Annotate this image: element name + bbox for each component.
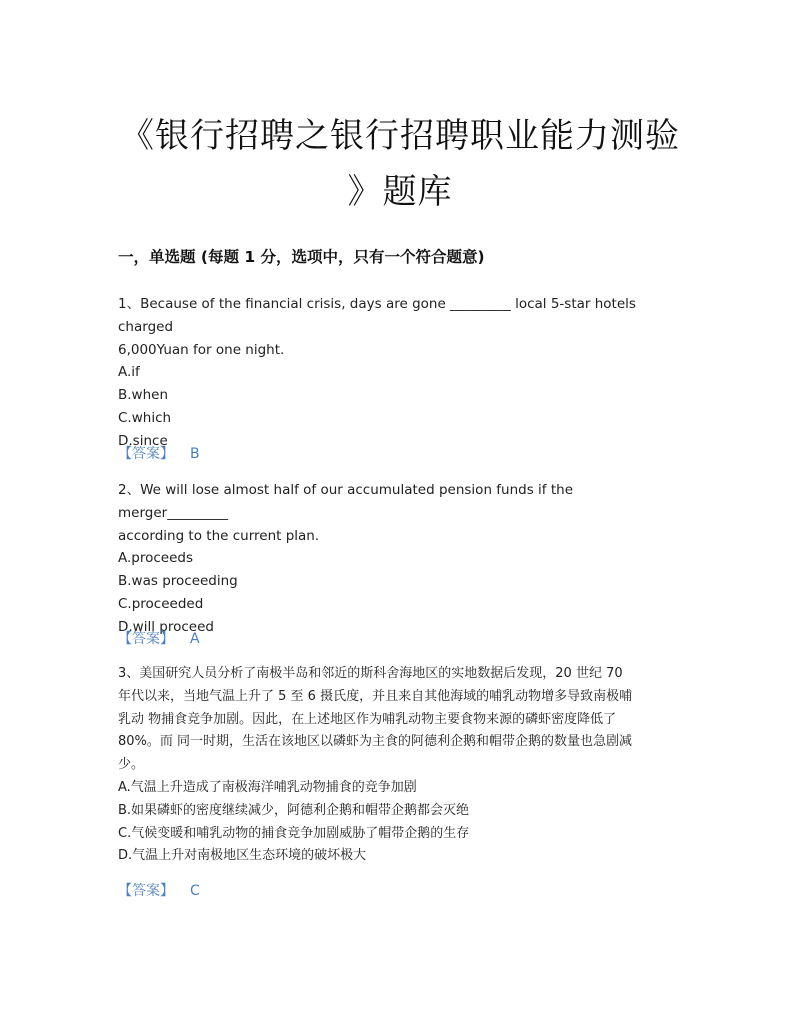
question-2	[118, 479, 678, 639]
answer-value: C	[190, 883, 200, 899]
option-d: D.since	[118, 432, 168, 449]
section-heading: 一，单选题 (每题 1 分，选项中，只有一个符合题意)	[118, 248, 485, 266]
question-1	[118, 293, 678, 453]
question-stem-line: 年代以来，当地气温上升了 5 至 6 摄氏度，并且来自其他海域的哺乳动物增多导致南极哺	[118, 688, 633, 704]
question-3	[118, 663, 678, 868]
answer-1	[118, 443, 200, 463]
option-a: A.if	[118, 364, 140, 381]
question-stem-line: 80%。而 同一时期，生活在该地区以磷虾为主食的阿德利企鹅和帽带企鹅的数量也急剧减	[118, 734, 633, 750]
option-b: B.如果磷虾的密度继续减少，阿德利企鹅和帽带企鹅都会灭绝	[118, 802, 470, 818]
answer-value: A	[190, 631, 200, 647]
option-c: C.proceeded	[118, 595, 204, 612]
option-c: C.which	[118, 409, 172, 426]
question-stem-line: 6,000Yuan for one night.	[118, 341, 285, 358]
answer-label: 【答案】	[118, 446, 174, 462]
option-a: A.气温上升造成了南极海洋哺乳动物捕食的竞争加剧	[118, 779, 417, 795]
answer-3	[118, 880, 200, 900]
title-line-1: 《银行招聘之银行招聘职业能力测验	[120, 116, 680, 156]
answer-label: 【答案】	[118, 631, 174, 647]
document-title	[110, 108, 690, 220]
question-stem-line: 1、Because of the financial crisis, days are gone _________ local 5-star hotels charged	[118, 296, 636, 335]
option-b: B.was proceeding	[118, 573, 238, 590]
question-stem-line: 少。	[118, 757, 145, 773]
option-b: B.when	[118, 387, 169, 404]
question-stem-line: 2、We will lose almost half of our accumulated pension funds if the merger_________	[118, 482, 573, 521]
option-c: C.气候变暖和哺乳动物的捕食竞争加剧威胁了帽带企鹅的生存	[118, 825, 470, 841]
title-line-2: 》题库	[347, 172, 453, 212]
answer-2	[118, 628, 200, 648]
question-stem-line: according to the current plan.	[118, 527, 320, 544]
option-d: D.气温上升对南极地区生态环境的破坏极大	[118, 848, 367, 864]
answer-label: 【答案】	[118, 883, 174, 899]
question-stem-line: 乳动 物捕食竞争加剧。因此，在上述地区作为哺乳动物主要食物来源的磷虾密度降低了	[118, 711, 617, 727]
option-d: D.will proceed	[118, 618, 214, 635]
answer-value: B	[190, 446, 200, 462]
question-stem-line: 3、美国研究人员分析了南极半岛和邻近的斯科舍海地区的实地数据后发现，20 世纪 70	[118, 666, 623, 681]
option-a: A.proceeds	[118, 550, 194, 567]
